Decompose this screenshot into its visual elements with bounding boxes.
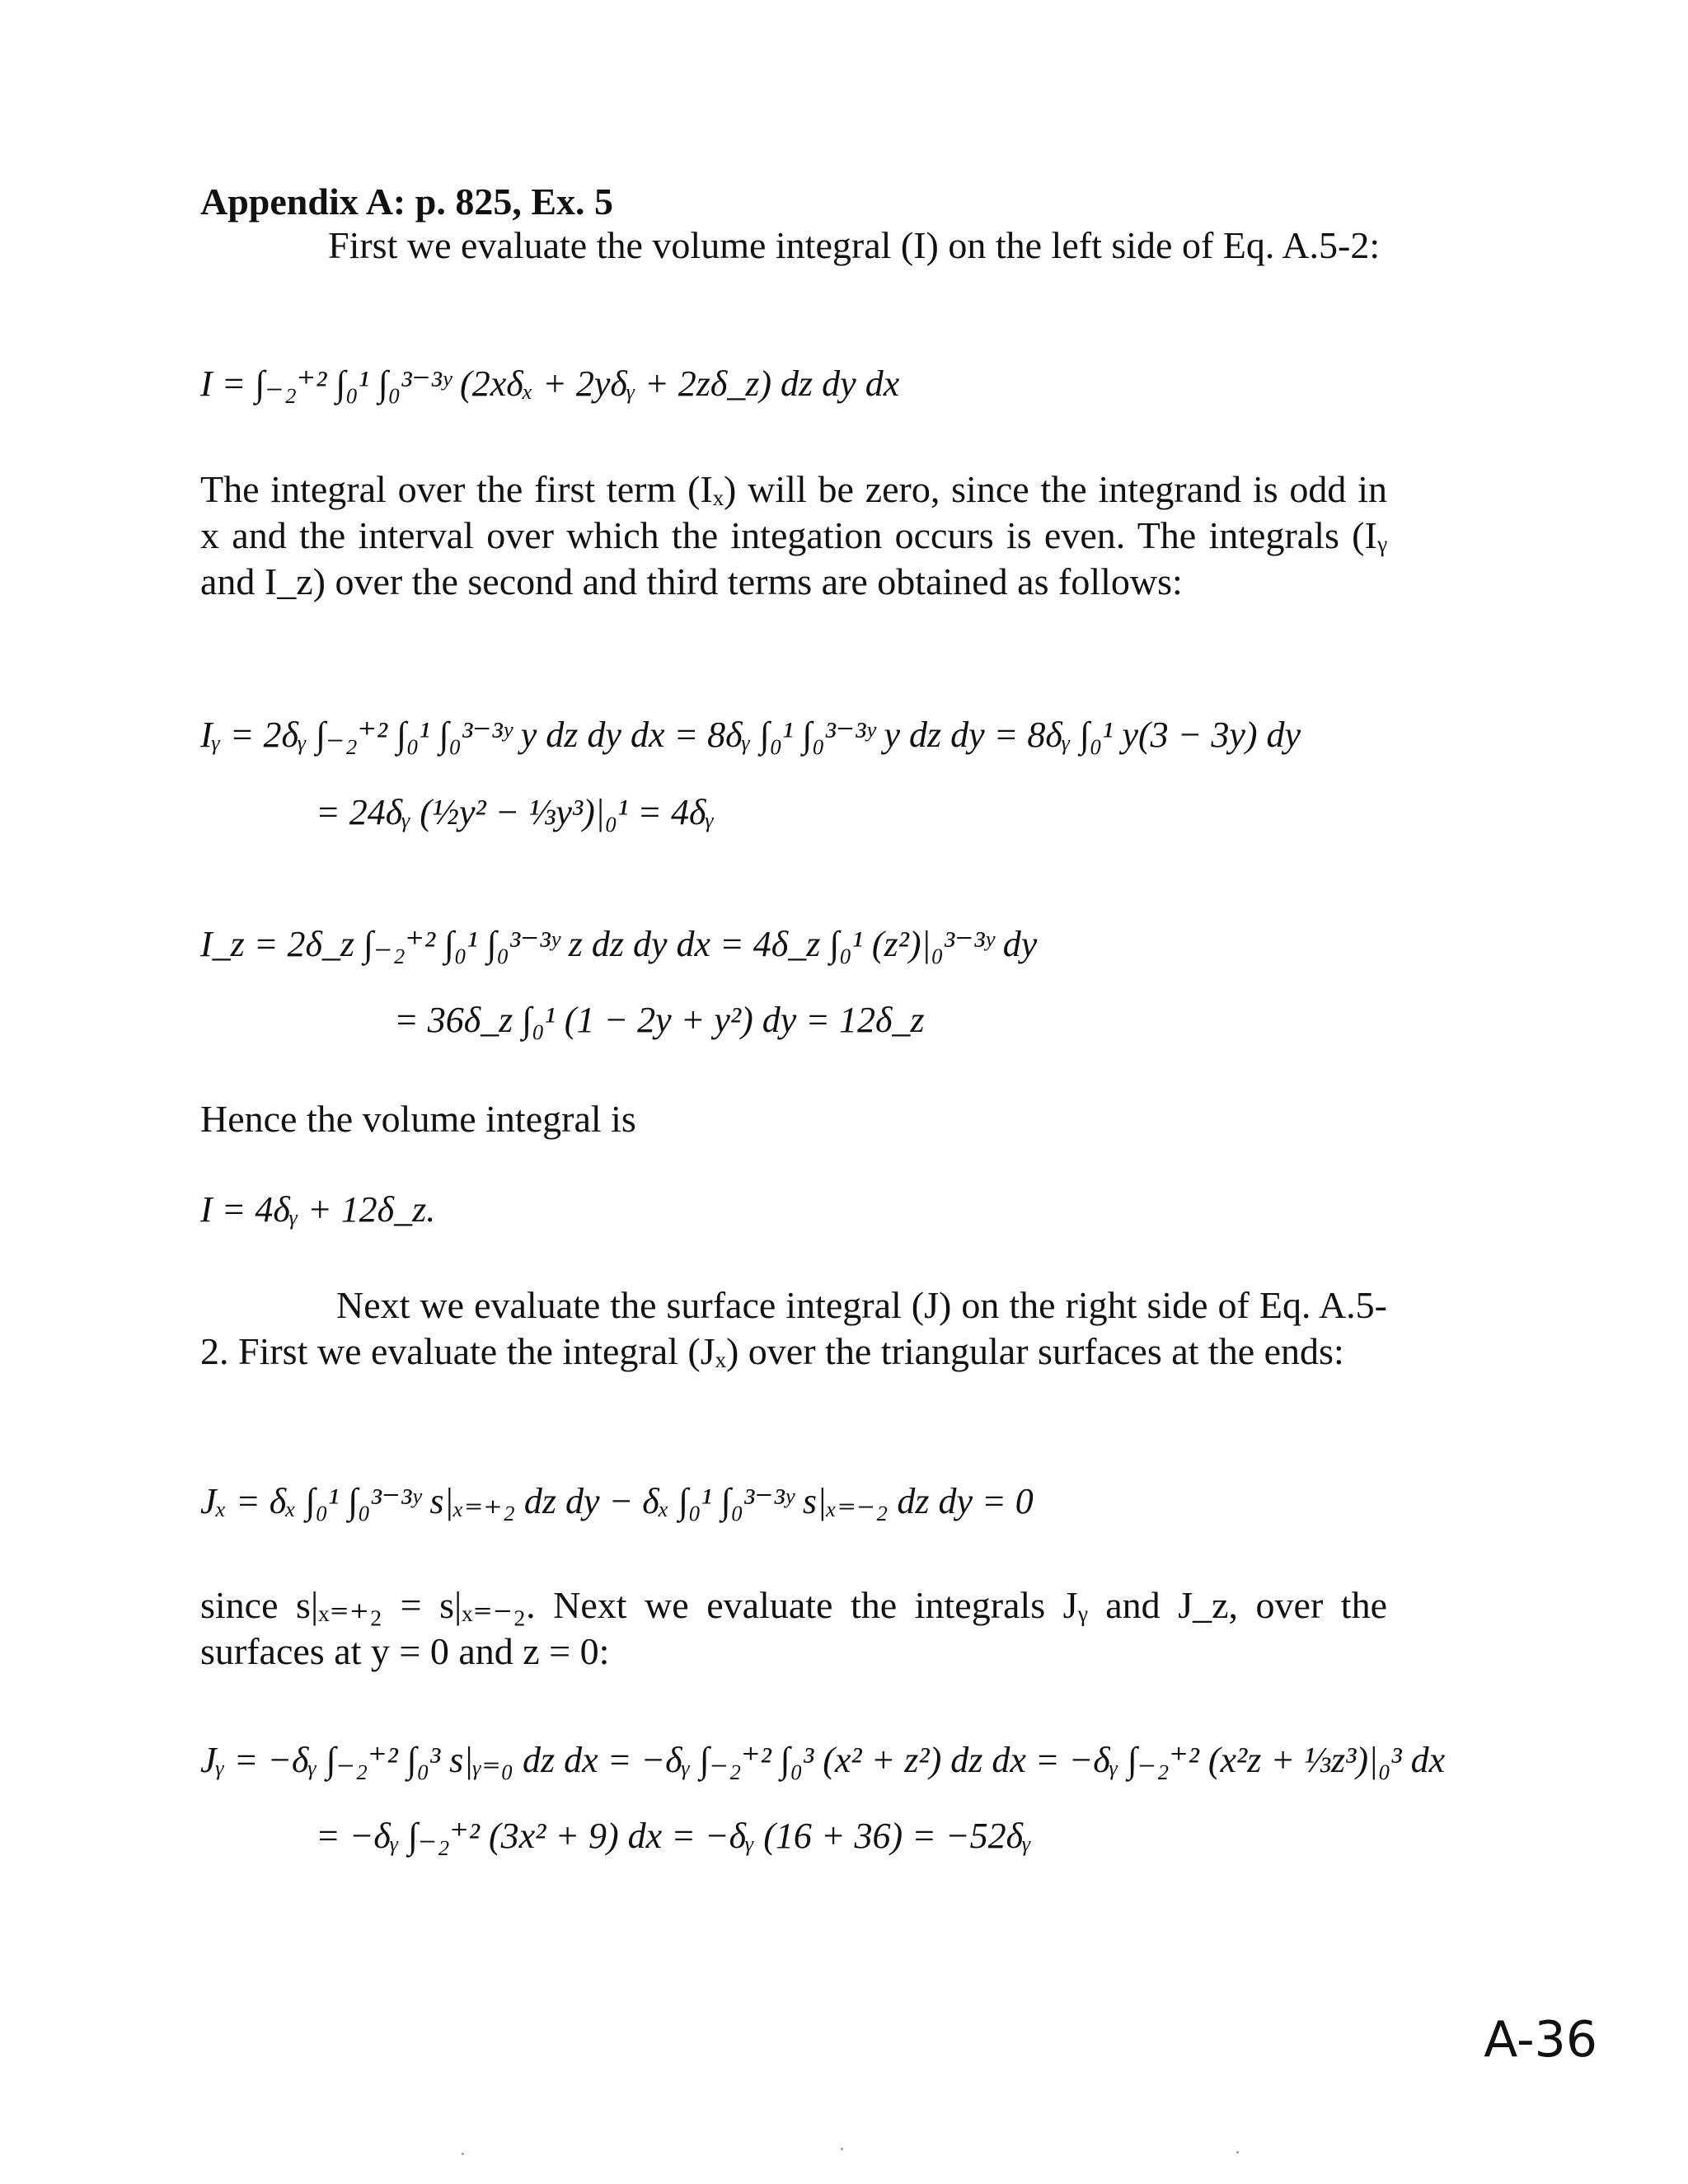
scan-speck xyxy=(841,2148,843,2150)
equation-total-volume-integral: I = 4δᵧ + 12δ_z. xyxy=(200,1189,436,1230)
odd-integrand-paragraph: The integral over the first term (Iₓ) will be zero, since the integrand is odd in x and the interval over which the integation occurs is even. The integrals (Iᵧ and I_z) over the second and third terms are obtained as follows: xyxy=(200,468,1387,602)
hence-text: Hence the volume integral is xyxy=(200,1098,636,1140)
scan-speck xyxy=(462,2153,464,2155)
equation-volume-integral: I = ∫₋₂⁺² ∫₀¹ ∫₀³⁻³ʸ (2xδₓ + 2yδᵧ + 2zδ_z) dz dy dx xyxy=(200,363,900,404)
intro-paragraph: First we evaluate the volume integral (I) on the left side of Eq. A.5-2: xyxy=(328,224,1381,266)
equation-iz-line2: = 36δ_z ∫₀¹ (1 − 2y + y²) dy = 12δ_z xyxy=(394,1000,925,1040)
equation-iy-line1: Iᵧ = 2δᵧ ∫₋₂⁺² ∫₀¹ ∫₀³⁻³ʸ y dz dy dx = 8δᵧ ∫₀¹ ∫₀³⁻³ʸ y dz dy = 8δᵧ ∫₀¹ y(3 − 3y) dy xyxy=(200,715,1301,755)
appendix-heading: Appendix A: p. 825, Ex. 5 xyxy=(200,180,614,223)
equation-iy-line2: = 24δᵧ (½y² − ⅓y³)|₀¹ = 4δᵧ xyxy=(316,792,715,832)
surface-integral-paragraph: Next we evaluate the surface integral (J) on the right side of Eq. A.5-2. First we evaluate the integral (Jₓ) over the triangular surfaces at the ends: xyxy=(200,1284,1387,1372)
equation-jx: Jₓ = δₓ ∫₀¹ ∫₀³⁻³ʸ s|ₓ₌₊₂ dz dy − δₓ ∫₀¹ ∫₀³⁻³ʸ s|ₓ₌₋₂ dz dy = 0 xyxy=(200,1481,1034,1521)
equation-jy-line2: = −δᵧ ∫₋₂⁺² (3x² + 9) dx = −δᵧ (16 + 36) = −52δᵧ xyxy=(316,1816,1032,1856)
equation-jy-line1: Jᵧ = −δᵧ ∫₋₂⁺² ∫₀³ s|ᵧ₌₀ dz dx = −δᵧ ∫₋₂⁺² ∫₀³ (x² + z²) dz dx = −δᵧ ∫₋₂⁺² (x²z + ⅓z³)|₀³ dx xyxy=(200,1740,1446,1780)
handwritten-page-number: A-36 xyxy=(1484,2011,1597,2069)
equation-iz-line1: I_z = 2δ_z ∫₋₂⁺² ∫₀¹ ∫₀³⁻³ʸ z dz dy dx = 4δ_z ∫₀¹ (z²)|₀³⁻³ʸ dy xyxy=(200,924,1038,964)
scan-speck xyxy=(1236,2151,1239,2154)
surfaces-paragraph: since s|ₓ₌₊₂ = s|ₓ₌₋₂. Next we evaluate the integrals Jᵧ and J_z, over the surfaces at y = 0 and z = 0: xyxy=(200,1584,1387,1672)
